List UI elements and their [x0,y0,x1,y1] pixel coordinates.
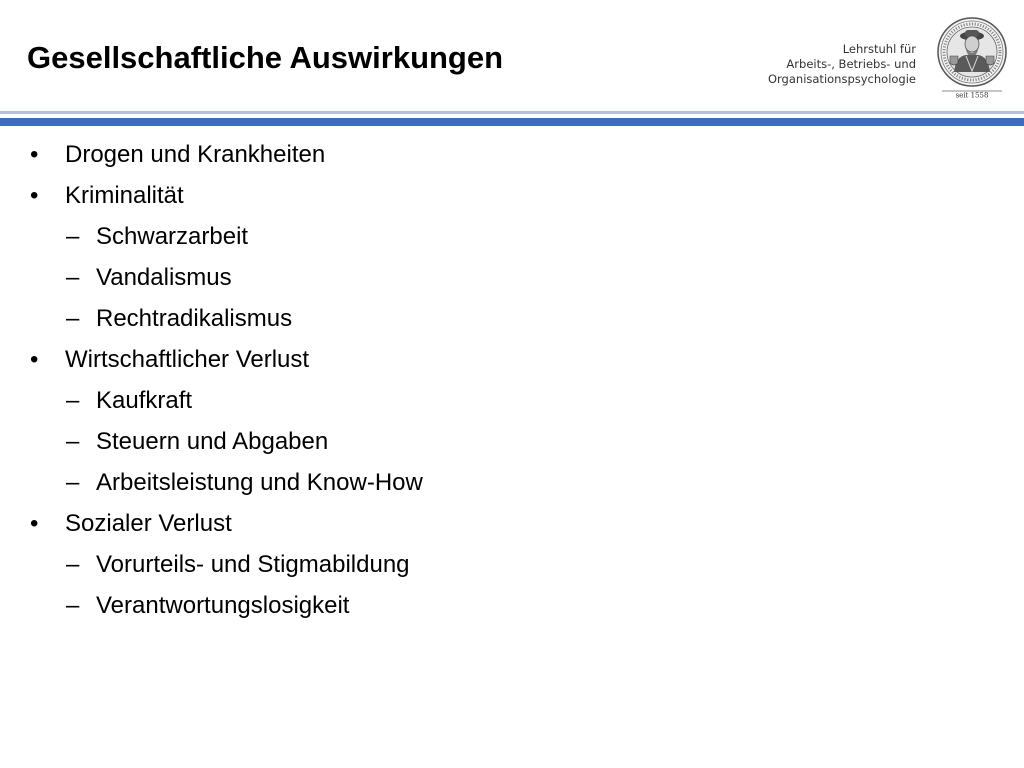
bullet-marker: • [30,182,39,209]
bullet-marker: • [30,141,39,168]
list-item-text: Vorurteils- und Stigmabildung [96,551,410,578]
chair-name-line-3: Organisationspsychologie [767,72,916,86]
list-item-text: Schwarzarbeit [96,223,249,250]
list-item-text: Vandalismus [96,264,232,291]
list-item-text: Sozialer Verlust [65,510,232,537]
list-item [0,544,1024,585]
dash-marker: – [66,551,80,578]
list-item [0,503,1024,544]
bullet-marker: • [30,346,39,373]
list-item-text: Verantwortungslosigkeit [96,592,350,619]
dash-marker: – [66,305,80,332]
bullet-list [0,134,1024,626]
list-item-text: Rechtradikalismus [96,305,293,332]
list-item [0,462,1024,503]
list-item-text: Arbeitsleistung und Know-How [96,469,423,496]
chair-name-line-2: Arbeits-, Betriebs- und [786,57,916,71]
list-item [0,216,1024,257]
chair-name [716,42,916,87]
list-item [0,175,1024,216]
slide-title: Gesellschaftliche Auswirkungen [27,40,504,75]
university-seal-logo [936,16,1008,100]
dash-marker: – [66,469,80,496]
list-item [0,421,1024,462]
list-item [0,339,1024,380]
list-item-text: Wirtschaftlicher Verlust [65,346,310,373]
dash-marker: – [66,387,80,414]
list-item-text: Steuern und Abgaben [96,428,329,455]
dash-marker: – [66,264,80,291]
bullet-marker: • [30,510,39,537]
list-item [0,134,1024,175]
header-rule-light [0,111,1024,114]
list-item-text: Kriminalität [65,182,184,209]
header-rule-dark [0,118,1024,126]
list-item [0,585,1024,626]
dash-marker: – [66,592,80,619]
dash-marker: – [66,223,80,250]
list-item [0,257,1024,298]
list-item-text: Kaufkraft [96,387,193,414]
list-item-text: Drogen und Krankheiten [65,141,326,168]
list-item [0,298,1024,339]
seal-caption: seit 1558 [955,91,989,100]
list-item [0,380,1024,421]
chair-name-line-1: Lehrstuhl für [842,42,916,56]
dash-marker: – [66,428,80,455]
